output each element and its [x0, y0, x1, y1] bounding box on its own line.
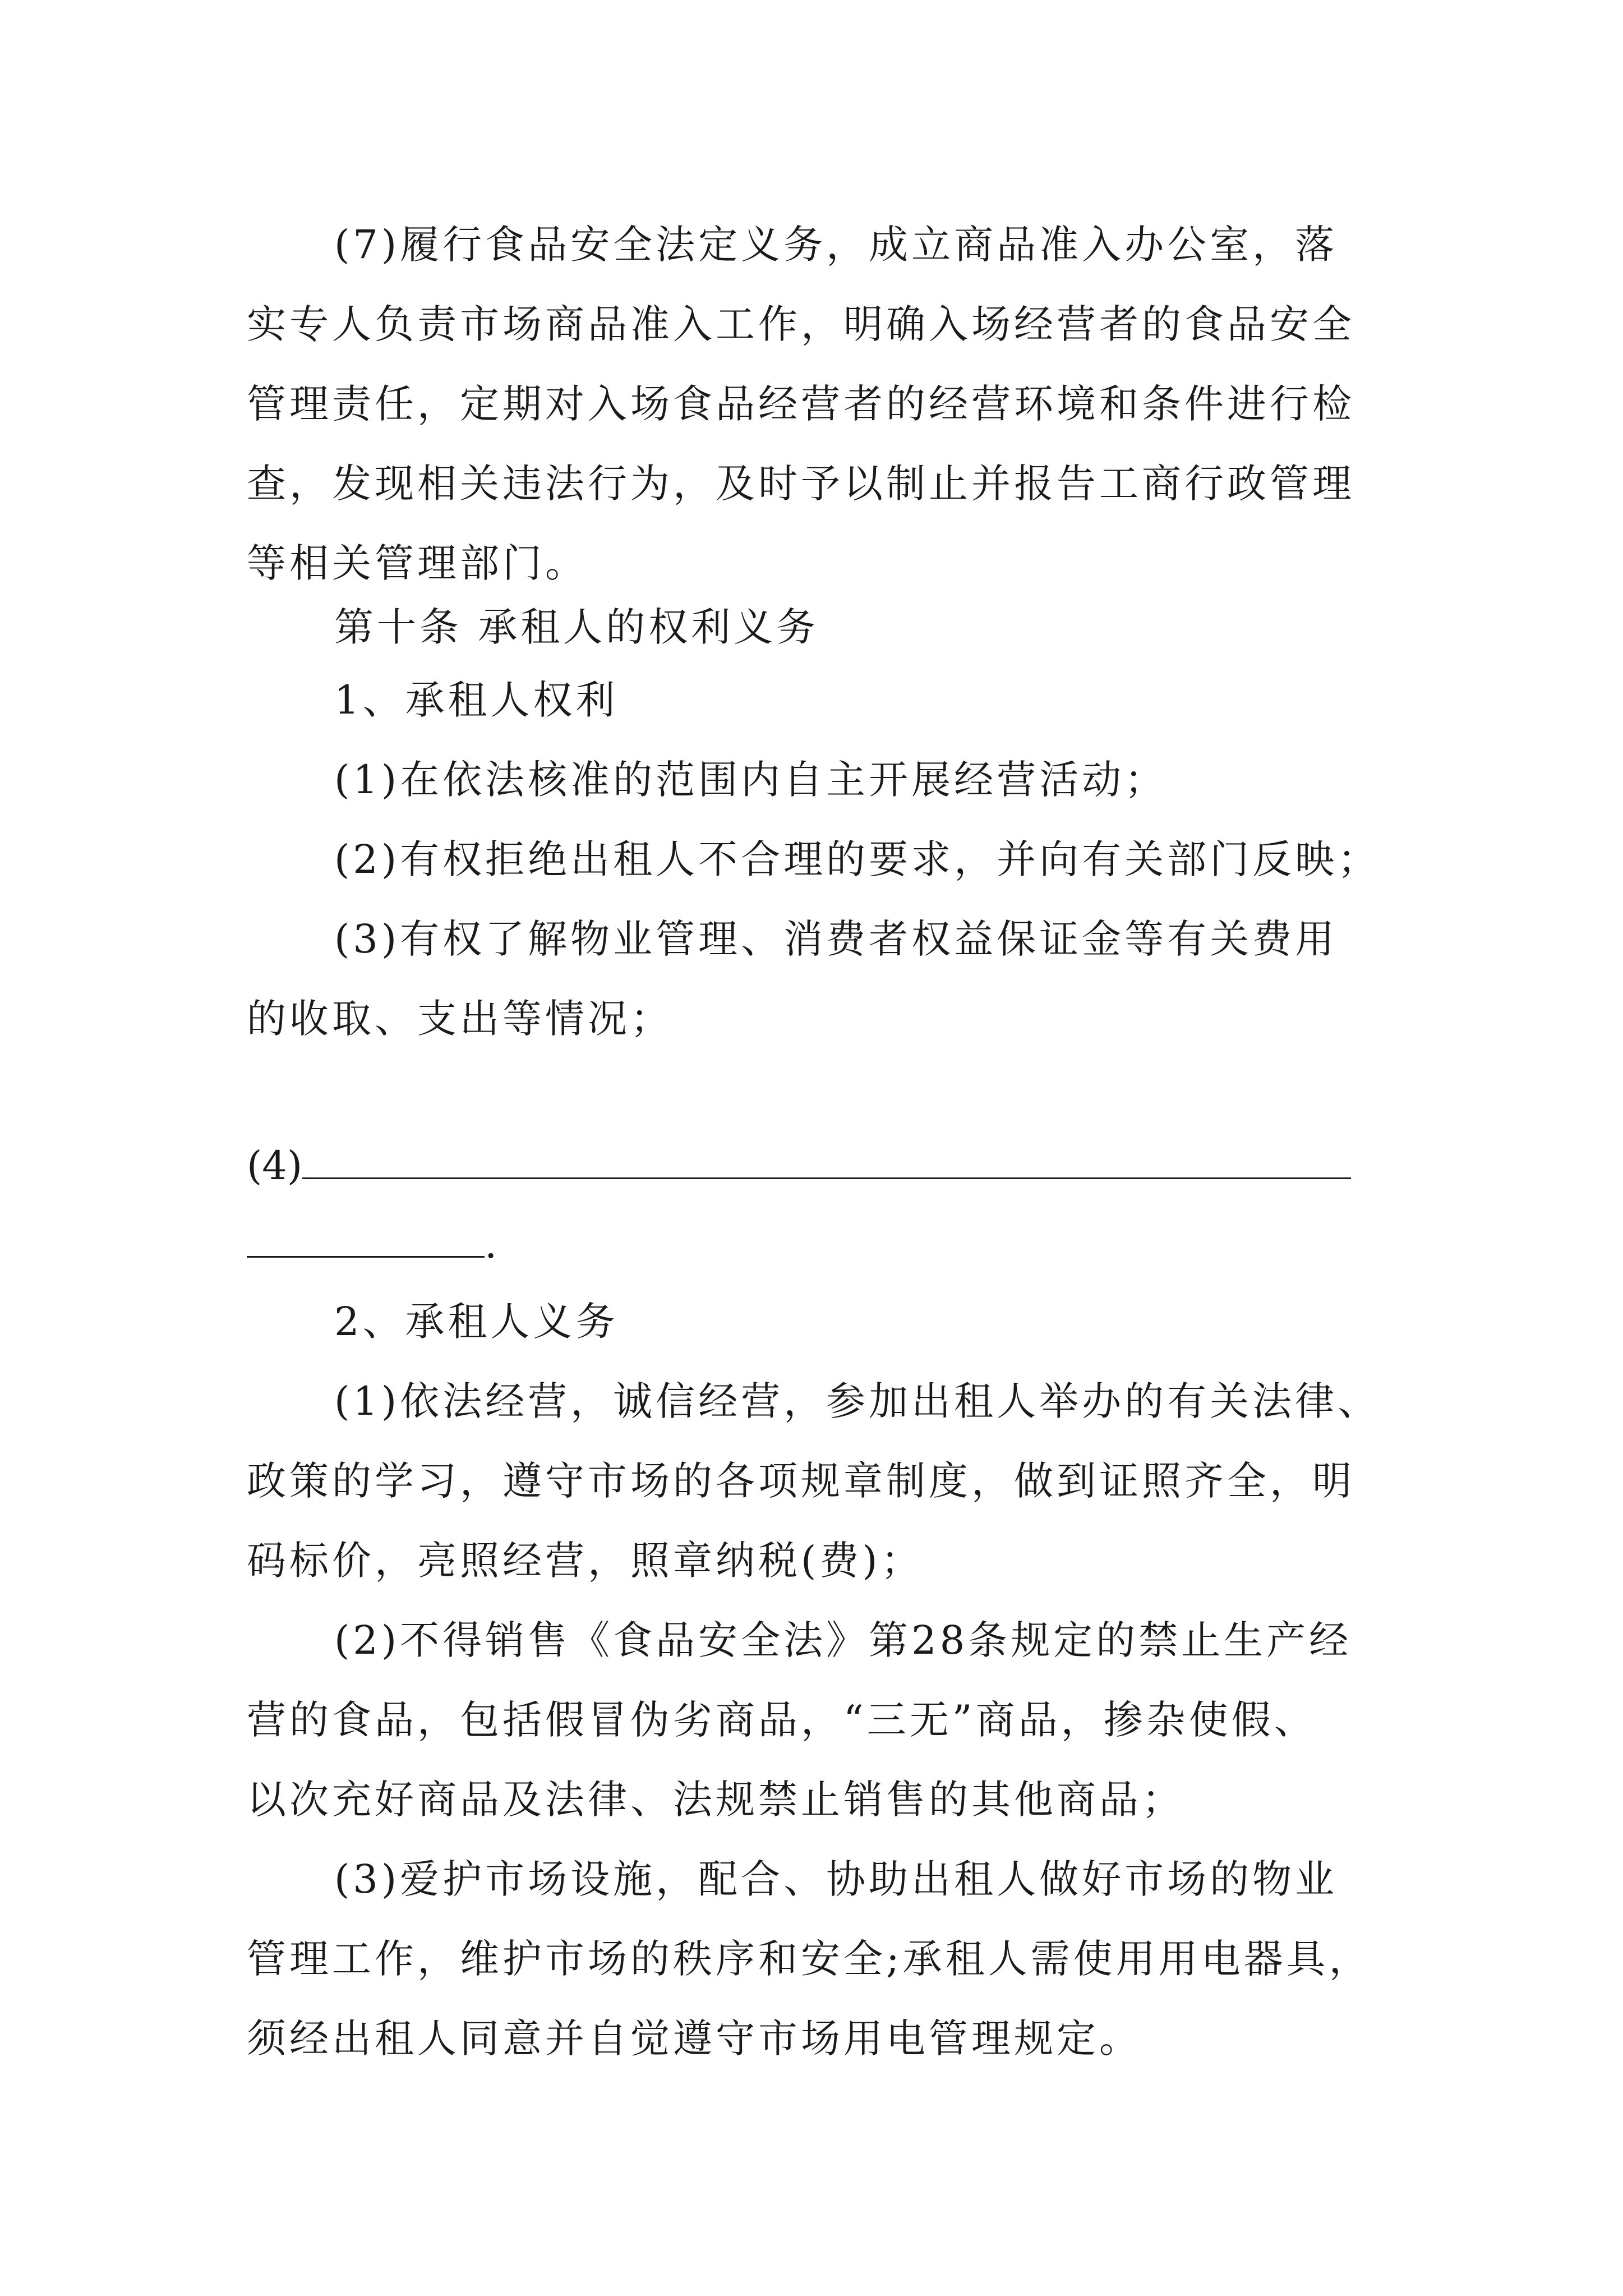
fill-in-blank-rule-continued [247, 1222, 485, 1258]
duties-item-1-line-1: (1)依法经营，诚信经营，参加出租人举办的有关法律、 [334, 1378, 1381, 1424]
duties-item-3-line-3: 须经出租人同意并自觉遵守市场用电管理规定。 [247, 2016, 1142, 2062]
duties-item-2-line-1: (2)不得销售《食品安全法》第28条规定的禁止生产经 [334, 1617, 1352, 1663]
duties-heading: 2、承租人义务 [334, 1299, 619, 1345]
rights-item-3-line-1: (3)有权了解物业管理、消费者权益保证金等有关费用 [334, 916, 1338, 962]
duties-item-1-line-2: 政策的学习，遵守市场的各项规章制度，做到证照齐全，明 [247, 1458, 1355, 1504]
paragraph-7-line-5: 等相关管理部门。 [247, 540, 588, 586]
duties-item-2-line-3: 以次充好商品及法律、法规禁止销售的其他商品； [247, 1777, 1184, 1823]
rights-heading: 1、承租人权利 [334, 677, 619, 723]
duties-item-3-line-2: 管理工作，维护市场的秩序和安全;承租人需使用用电器具， [247, 1936, 1372, 1982]
rights-item-4-line-2 [247, 1217, 497, 1271]
article-10-heading: 第十条 承租人的权利义务 [334, 604, 819, 650]
rights-item-4-line-1 [247, 1139, 1351, 1193]
duties-item-3-line-1: (3)爱护市场设施，配合、协助出租人做好市场的物业 [334, 1856, 1338, 1902]
duties-item-2-line-2: 营的食品，包括假冒伪劣商品，“三无”商品，掺杂使假、 [247, 1697, 1317, 1743]
fill-in-blank-rule [302, 1144, 1351, 1179]
paragraph-7-line-4: 查，发现相关违法行为，及时予以制止并报告工商行政管理 [247, 461, 1355, 507]
rights-item-2: (2)有权拒绝出租人不合理的要求，并向有关部门反映； [334, 836, 1381, 882]
paragraph-7-line-3: 管理责任，定期对入场食品经营者的经营环境和条件进行检 [247, 381, 1355, 427]
rights-item-1: (1)在依法核准的范围内自主开展经营活动； [334, 757, 1168, 803]
paragraph-7-line-2: 实专人负责市场商品准入工作，明确入场经营者的食品安全 [247, 301, 1355, 347]
paragraph-7-line-1: (7)履行食品安全法定义务，成立商品准入办公室，落 [334, 222, 1338, 268]
rights-item-4-end: . [485, 1221, 497, 1267]
rights-item-3-line-2: 的收取、支出等情况； [247, 996, 673, 1042]
duties-item-1-line-3: 码标价，亮照经营，照章纳税(费)； [247, 1538, 924, 1584]
rights-item-4-label: (4) [247, 1143, 303, 1189]
